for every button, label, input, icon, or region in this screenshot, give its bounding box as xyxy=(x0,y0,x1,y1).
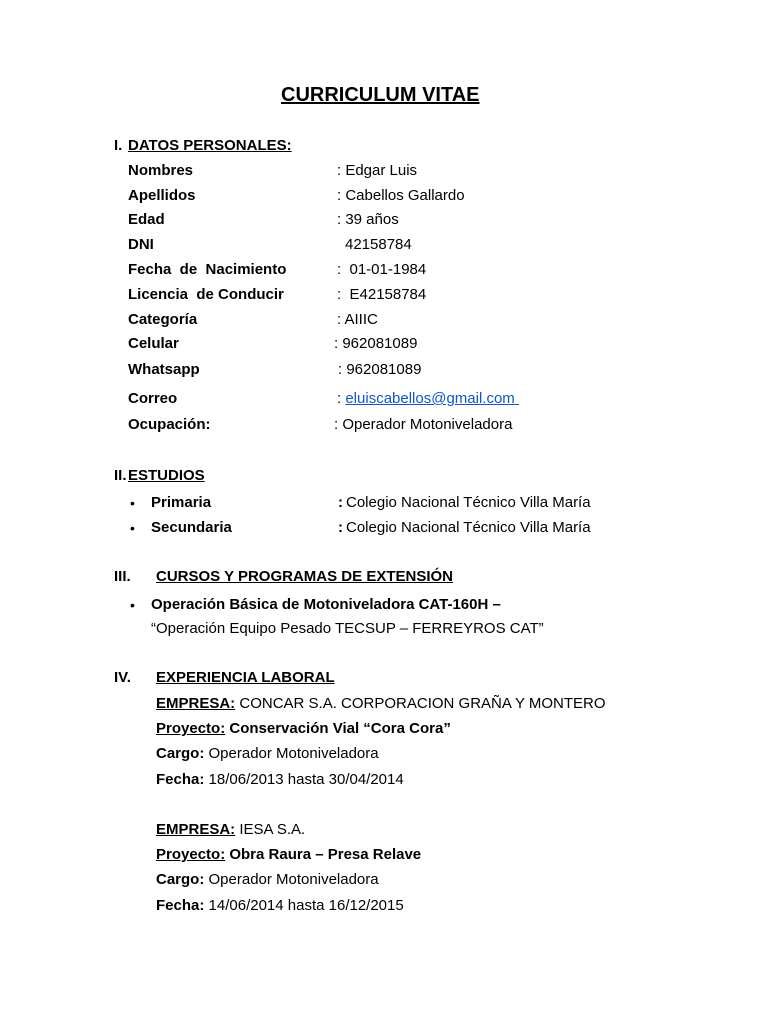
field-label-dni: DNI xyxy=(128,236,154,253)
empresa-value: CONCAR S.A. CORPORACION GRAÑA Y MONTERO xyxy=(235,695,606,712)
field-label-licencia: Licencia de Conducir xyxy=(128,286,284,303)
fecha-value: 18/06/2013 hasta 30/04/2014 xyxy=(204,771,404,788)
field-value-nombres: : Edgar Luis xyxy=(337,162,418,179)
section-2-heading: ESTUDIOS xyxy=(128,467,205,484)
section-1-heading: DATOS PERSONALES: xyxy=(128,137,292,154)
cargo-label: Cargo: xyxy=(156,871,205,888)
section-3-heading: CURSOS Y PROGRAMAS DE EXTENSIÓN xyxy=(156,568,453,585)
page-title: CURRICULUM VITAE xyxy=(281,84,480,106)
bullet-icon: • xyxy=(130,597,135,613)
cargo-label: Cargo: xyxy=(156,745,205,762)
study-colon: : xyxy=(338,494,343,511)
field-label-fecha-nacimiento: Fecha de Nacimiento xyxy=(128,261,287,278)
field-value-categoria: : AIIIC xyxy=(337,311,378,328)
cargo-value: Operador Motoniveladora xyxy=(204,871,379,888)
field-value-celular: : 962081089 xyxy=(334,335,418,352)
job-empresa xyxy=(156,695,606,713)
section-1-number: I. xyxy=(114,137,123,154)
fecha-value: 14/06/2014 hasta 16/12/2015 xyxy=(204,897,404,914)
job-cargo xyxy=(156,745,379,763)
proyecto-label: Proyecto: xyxy=(156,720,226,737)
bullet-icon: • xyxy=(130,495,135,511)
field-label-apellidos: Apellidos xyxy=(128,187,196,204)
field-label-edad: Edad xyxy=(128,211,165,228)
study-label-primaria: Primaria xyxy=(151,494,212,511)
field-value-ocupacion: : Operador Motoniveladora xyxy=(334,416,513,433)
proyecto-label: Proyecto: xyxy=(156,846,226,863)
job-proyecto xyxy=(156,720,451,738)
bullet-icon: • xyxy=(130,520,135,536)
field-value-licencia: : E42158784 xyxy=(337,286,427,303)
section-4-number: IV. xyxy=(114,669,131,686)
job-fecha xyxy=(156,897,404,915)
job-empresa xyxy=(156,821,305,839)
course-detail: “Operación Equipo Pesado TECSUP – FERREYROS CAT” xyxy=(151,620,544,637)
proyecto-value: Conservación Vial “Cora Cora” xyxy=(225,720,451,737)
email-link[interactable]: eluiscabellos@gmail.com xyxy=(345,390,515,407)
empresa-label: EMPRESA: xyxy=(156,821,236,838)
job-fecha xyxy=(156,771,404,789)
field-value-edad: : 39 años xyxy=(337,211,399,228)
section-4-heading: EXPERIENCIA LABORAL xyxy=(156,669,335,686)
study-value-secundaria: Colegio Nacional Técnico Villa María xyxy=(346,519,591,536)
proyecto-value: Obra Raura – Presa Relave xyxy=(225,846,422,863)
field-label-ocupacion: Ocupación: xyxy=(128,416,211,433)
section-2-number: II. xyxy=(114,467,127,484)
cargo-value: Operador Motoniveladora xyxy=(204,745,379,762)
field-value-fecha-nacimiento: : 01-01-1984 xyxy=(337,261,427,278)
field-label-categoria: Categoría xyxy=(128,311,198,328)
job-cargo xyxy=(156,871,379,889)
email-link-trailing xyxy=(515,390,519,407)
study-colon: : xyxy=(338,519,343,536)
field-value-dni: 42158784 xyxy=(345,236,412,253)
field-value-whatsapp: : 962081089 xyxy=(338,361,422,378)
course-title: Operación Básica de Motoniveladora CAT-160H – xyxy=(151,596,501,613)
field-label-celular: Celular xyxy=(128,335,179,352)
field-label-nombres: Nombres xyxy=(128,162,194,179)
study-value-primaria: Colegio Nacional Técnico Villa María xyxy=(346,494,591,511)
study-label-secundaria: Secundaria xyxy=(151,519,232,536)
field-value-correo xyxy=(337,390,519,408)
field-value-apellidos: : Cabellos Gallardo xyxy=(337,187,465,204)
empresa-label: EMPRESA: xyxy=(156,695,236,712)
field-label-whatsapp: Whatsapp xyxy=(128,361,200,378)
job-proyecto xyxy=(156,846,421,864)
fecha-label: Fecha: xyxy=(156,897,205,914)
field-label-correo: Correo xyxy=(128,390,178,407)
fecha-label: Fecha: xyxy=(156,771,205,788)
empresa-value: IESA S.A. xyxy=(235,821,306,838)
section-3-number: III. xyxy=(114,568,131,585)
correo-colon: : xyxy=(337,390,346,407)
